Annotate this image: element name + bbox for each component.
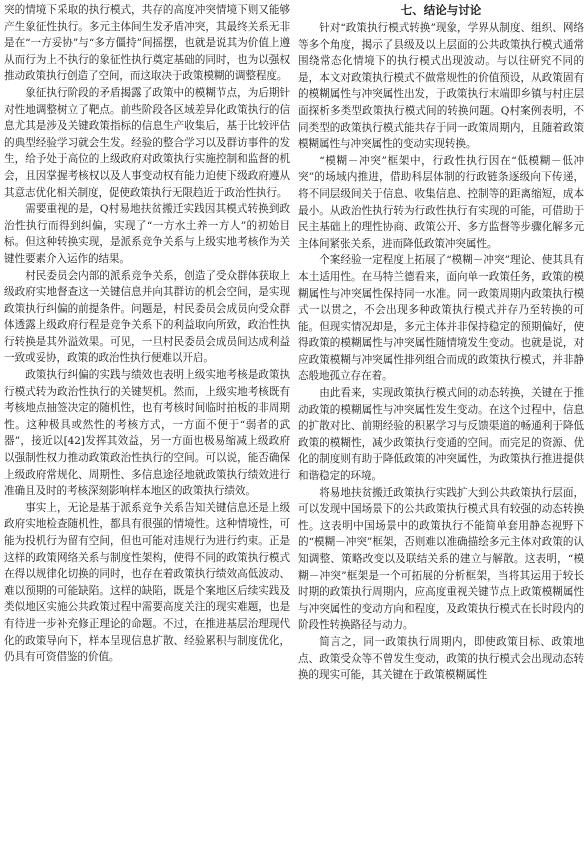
paragraph: 将易地扶贫搬迁政策执行实践扩大到公共政策执行层面，可以发现中国场景下的公共政策执行模式具有较强的动态转换性。这表明中国场景中的政策执行不能简单套用静态视野下的“模糊－冲突”框架，否则难以准确描绘多元主体对政策的认知调整、策略改变以及联结关系的建立与解散。这表明，“模糊－冲突”框架是一个可拓展的分析框架，当将其运用于较长时期的政策执行周期内，应高度重视关键节点上政策模糊属性与冲突属性的变动方向和程度，及政策执行模式在长时段内的阶段性转换路径与动力。 xyxy=(298,486,584,632)
paragraph: 象征执行阶段的矛盾揭露了政策中的模糊节点，为后期针对性地调整树立了靶点。前些阶段各区域差异化政策执行的信息尤其是涉及关键政策指标的信息生产收集后，基于比较评估的典型经验学习就会生发。经验的整合学习以及群访事件的发生，给予处于高位的上级政府对政策执行实施控制和监督的机会，且因掌握考核权以及人事变动权有能力迫使下级政府遵从其意志优化相关制度，促使政策执行无限趋近于政治性执行。 xyxy=(4,86,290,199)
paragraph: 政策执行纠偏的实践与绩效也表明上级实地考核是政策执行模式转为政治性执行的关键契机。然而，上级实地考核既有考核地点抽签决定的随机性，也有考核时间临时拍板的非周期性。这种极具或然性的考核方式，一方面不便于“弱者的武器”，接近以[42]发挥其效益，另一方面也极易缩减上级政府以强制性权力推动政策政治性执行的空间。可以说，能否确保上级政府常规化、周期性、多信息途径地就政策执行绩效进行准确且及时的考核深刻影响样本地区的政策执行绩效。 xyxy=(4,369,290,498)
section-title: 七、结论与讨论 xyxy=(400,3,482,17)
paragraph: 村民委员会内部的派系竞争关系，创造了受众群体获取上级政府实地督查这一关键信息并向其群访的机会空间，是实现政策执行纠偏的前提条件。问题是，村民委员会成员向受众群体透露上级政府行程是竞争关系下的利益取向所致，政治性执行转换是其外溢效果。可见，一旦村民委员会成员间达成利益一致或妥协，政策的政治性执行便难以开启。 xyxy=(4,269,290,365)
paragraph: 简言之，同一政策执行周期内，即使政策目标、政策地点、政策受众等不曾发生变动，政策的执行模式会出现动态转换的现实可能，其关键在于政策模糊属性 xyxy=(298,635,584,682)
paragraph: 个案经验一定程度上拓展了“模糊－冲突”理论、使其具有本土适用性。在马特兰德看来，面向单一政策任务，政策的模糊属性与冲突属性保持同一水准。同一政策周期内政策执行模式一以贯之，不会出现多种政策执行模式并存乃至转换的可能。但现实情况却是，多元主体并非保持稳定的预期偏好，使得政策的模糊属性与冲突属性随情境发生变动。也就是说，对应政策模糊与冲突属性排列组合而成的政策执行模式，并非静态般地孤立存在着。 xyxy=(298,254,584,383)
left-column xyxy=(4,2,290,855)
right-column xyxy=(298,2,584,855)
paragraph: 由此看来，实现政策执行模式间的动态转换，关键在于推动政策的模糊属性与冲突属性发生变动。在这个过程中，信息的扩散对比、前期经验的积累学习与反馈渠道的畅通利于降低政策的模糊性，减少政策执行变通的空间。而完足的资源、优化的制度则有助于降低政策的冲突属性，为政策执行推进提供和谐稳定的环境。 xyxy=(298,387,584,483)
paragraph: “模糊－冲突”框架中，行政性执行因在“低模糊－低冲突”的场域内推进，借助科层体制的行政链条逐级向下传递，将不同层级间关于信息、收集信息、控制等的距离缩短，成本最小。从政治性执行转为行政性执行有实现的可能，可借助于民主基础上的理性协商、政策公开、多方监督等步骤化解多元主体间紧张关系，进而降低政策冲突属性。 xyxy=(298,154,584,250)
paragraph: 事实上，无论是基于派系竞争关系告知关键信息还是上级政府实地检查随机性，都具有很强的情境性。这种情境性，可能为投机行为留有空间，但也可能对违规行为进行约束。正是这样的政策网络关系与制度性架构，使得不同的政策执行模式在得以规律化切换的同时，也存在着政策执行绩效高低波动、难以预期的可能缺陷。这样的缺陷，既是个案地区后续实践及类似地区实施公共政策过程中需要高度关注的现实难题，也是有待进一步补充修正理论的命题。不过，在推进基层治理现代化的政策导向下，样本呈现信息扩散、经验累积与制度优化，仍具有可资借鉴的价值。 xyxy=(4,501,290,664)
paragraph: 突的情境下采取的执行模式，共存的高度冲突情境下则又能够产生象征性执行。多元主体间生发矛盾冲突，其最终关系无非是在“一方妥协”与“多方僵持”间摇摆，也就是说其为价值上遵从而行为上不执行的象征性执行奠定基础的同时，也为以强权推动政策执行创造了空间，而这取决于政策模糊的调整程度。 xyxy=(4,4,290,83)
paragraph: 需要重视的是，Q村易地扶贫搬迁实践因其模式转换到政治性执行而得到纠偏，实现了“一方水土养一方人”的初始目标。但这种转换实现，是派系竞争关系与上级实地考核作为关键性要素介入运作的结果。 xyxy=(4,203,290,265)
paragraph: 针对“政策执行模式转换”现象，学界从制度、组织、网络等多个角度，揭示了县级及以上层面的公共政策执行模式通常围绕常态化情境下的执行模式出现波动。与以往研究不同的是，本文对政策执行模式不做常规性的价值预设，从政策固有的模糊属性与冲突属性出发，于政策执行末端即乡镇与村庄层面探析多类型政策执行模式间的转换问题。Q村案例表明，不同类型的政策执行模式能共存于同一政策周期内，且随着政策模糊属性与冲突属性的变动实现转换。 xyxy=(298,22,584,151)
